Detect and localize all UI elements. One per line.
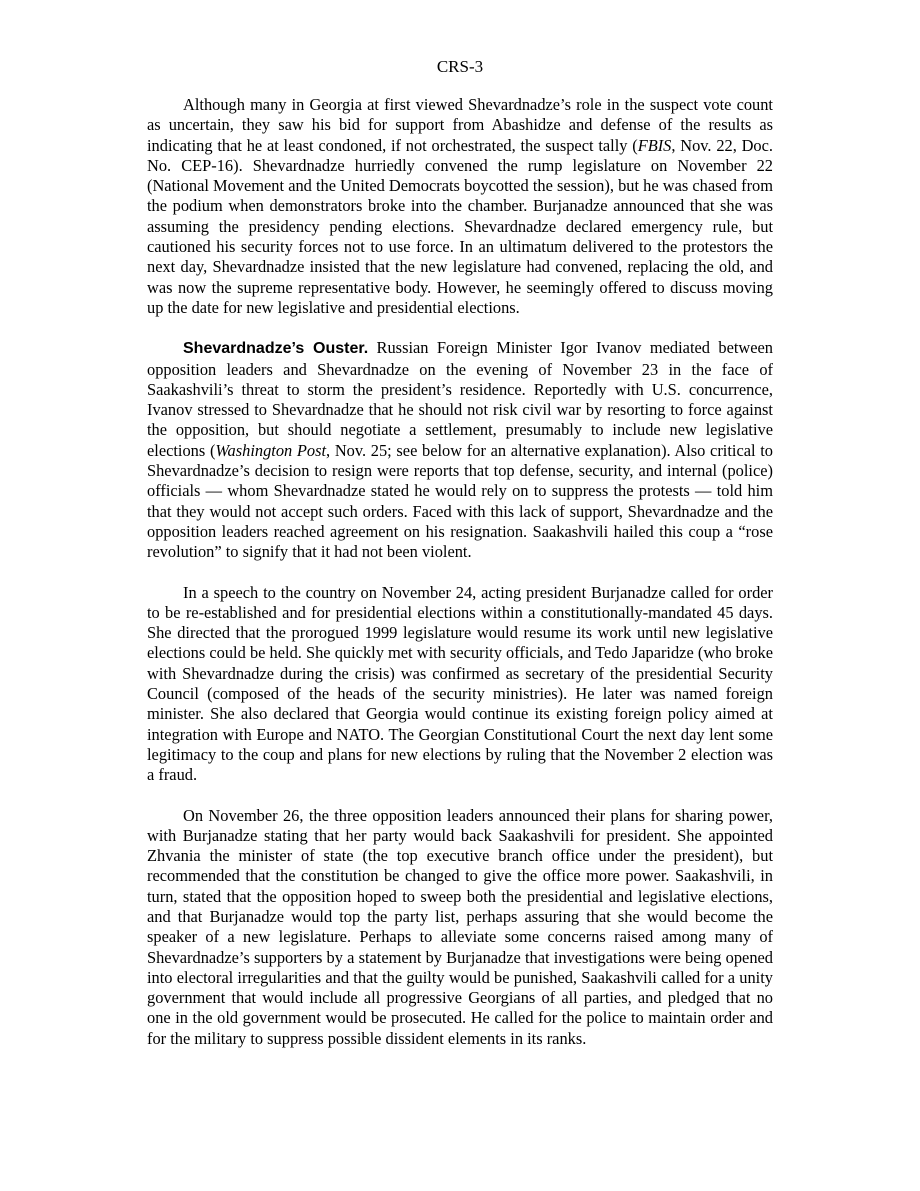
text-run: Although many in Georgia at first viewed Shevardnadze’s role in the suspect vote count as uncertain, they saw his bid for support from Abashidze and defense of the results as indicating that he at least condoned, if not orchestrated, the suspect tally ( xyxy=(147,95,773,155)
text-run: , Nov. 22, Doc. No. CEP-16). Shevardnadze hurriedly convened the rump legislature on November 22 (National Movement and the United Democrats boycotted the session), but he was chased from the podium when demonstrators broke into the chamber. Burjanadze announced that she was assuming the presidency pending elections. Shevardnadze declared emergency rule, but cautioned his security forces not to use force. In an ultimatum delivered to the protestors the next day, Shevardnadze insisted that the new legislature had convened, replacing the old, and was now the supreme representative body. However, he seemingly offered to discuss moving up the date for new legislative and presidential elections. xyxy=(147,135,773,317)
text-run: Russian Foreign Minister Igor Ivanov mediated between opposition leaders and Shevardnadze on the evening of November 23 in the face of Saakashvili’s threat to storm the president’s residence. Reportedly with U.S. concurrence, Ivanov stressed to Shevardnadze that he should not risk civil war by resorting to force against the opposition, but should negotiate a settlement, presumably to include new legislative elections ( xyxy=(147,338,774,460)
paragraph-power-sharing xyxy=(147,806,773,1050)
text-run: , Nov. 25; see below for an alternative explanation). Also critical to Shevardnadze’s decision to resign were reports that top defense, security, and internal (police) officials — whom Shevardnadze stated he would rely on to suppress the protests — told him that they would not accept such orders. Faced with this lack of support, Shevardnadze and the opposition leaders reached agreement on his resignation. Saakashvili hailed this coup a “rose revolution” to signify that it had not been violent. xyxy=(147,440,773,562)
document-page xyxy=(147,0,773,1069)
section-run-in-heading: Shevardnadze’s Ouster. xyxy=(183,340,369,358)
source-citation: FBIS xyxy=(637,135,672,155)
text-run: On November 26, the three opposition leaders announced their plans for sharing power, with Burjanadze stating that her party would back Saakashvili for president. She appointed Zhvania the minister of state (the top executive branch office under the president), but recommended that the constitution be changed to give the office more power. Saakashvili, in turn, stated that the opposition hoped to sweep both the presidential and legislative elections, and that Burjanadze would top the party list, perhaps assuring that she would become the speaker of a new legislature. Perhaps to alleviate some concerns raised among many of Shevardnadze’s supporters by a statement by Burjanadze that investigations were being opened into electoral irregularities and that the guilty would be punished, Saakashvili called for a unity government that would include all progressive Georgians of all parties, and pledged that no one in the old government would be prosecuted. He called for the police to maintain order and for the military to suppress possible dissident elements in its ranks. xyxy=(147,805,773,1048)
paragraph-vote-count xyxy=(147,95,773,318)
text-run: In a speech to the country on November 24, acting president Burjanadze called for order to be re-established and for presidential elections within a constitutionally-mandated 45 days. She directed that the prorogued 1999 legislature would resume its work until new legislative elections could be held. She quickly met with security officials, and Tedo Japaridze (who broke with Shevardnadze during the crisis) was confirmed as secretary of the presidential Security Council (composed of the heads of the security ministries). He later was named foreign minister. She also declared that Georgia would continue its existing foreign policy aimed at integration with Europe and NATO. The Georgian Constitutional Court the next day lent some legitimacy to the coup and plans for new elections by ruling that the November 2 election was a fraud. xyxy=(147,582,773,785)
paragraph-burjanadze-speech xyxy=(147,583,773,786)
page-number: CRS-3 xyxy=(436,57,484,76)
source-citation: Washington Post xyxy=(215,440,327,460)
paragraph-ouster xyxy=(147,338,773,562)
